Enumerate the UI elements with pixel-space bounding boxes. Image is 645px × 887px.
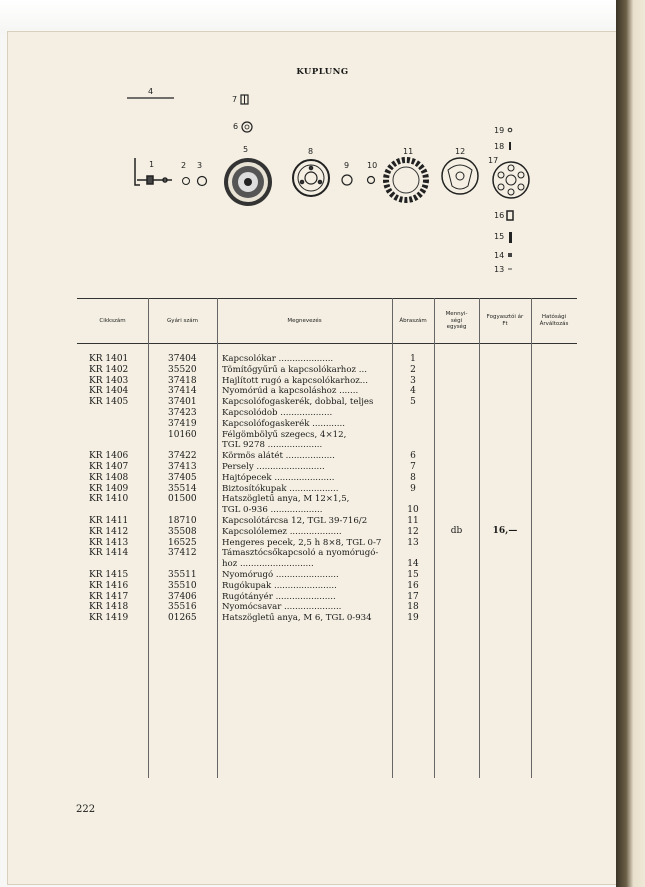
cell-abra: 16 — [407, 580, 419, 591]
cell-nev: Hengeres pecek, 2,5 h 8×8, TGL 0-7 — [222, 537, 382, 548]
label-17: 17 — [488, 156, 499, 165]
cell-nev: Nyomórugó ....................... — [222, 569, 339, 580]
label-6: 6 — [233, 122, 239, 131]
cell-nev: Biztosítókupak .................. — [222, 483, 339, 494]
label-10: 10 — [367, 161, 378, 170]
col-divider — [479, 298, 480, 778]
cell-gyari: 37418 — [168, 375, 197, 386]
col-divider — [434, 298, 435, 778]
unit-value: db — [450, 526, 463, 536]
cell-nev: Hatszögletű anya, M 12×1,5, — [222, 494, 350, 505]
cell-gyari: 35508 — [168, 526, 197, 537]
cell-cikk: KR 1419 — [89, 613, 129, 624]
cell-abra — [392, 548, 434, 559]
clutch-gear-shape — [224, 158, 272, 206]
header-megnevezes: Megnevezés — [287, 317, 322, 324]
cell-nev: Rugókupak ....................... — [222, 580, 337, 591]
cell-abra: 18 — [407, 602, 419, 613]
cell-nev: hoz ........................... — [222, 559, 314, 570]
cell-nev: Hatszögletű anya, M 6, TGL 0-934 — [222, 613, 372, 624]
cell-cikk: KR 1413 — [89, 537, 129, 548]
cell-cikk — [89, 440, 128, 451]
cell-abra — [392, 419, 434, 430]
label-7: 7 — [232, 95, 238, 104]
label-14: 14 — [494, 251, 505, 260]
cell-abra: 15 — [407, 569, 419, 580]
cell-abra: 14 — [407, 559, 419, 570]
cell-abra: 7 — [410, 461, 416, 472]
cell-nev: Kapcsolófogaskerék ............ — [222, 418, 345, 429]
cell-gyari — [168, 505, 197, 516]
cell-nev: Kapcsolólemez ................... — [222, 526, 342, 537]
cell-cikk: KR 1409 — [89, 483, 129, 494]
spring-cap-shape — [507, 211, 513, 220]
label-11: 11 — [403, 147, 414, 156]
label-2: 2 — [181, 161, 187, 170]
label-16: 16 — [494, 211, 505, 220]
cell-cikk: KR 1401 — [89, 354, 129, 364]
cell-cikk: KR 1405 — [89, 397, 129, 408]
price-value: 16,— — [492, 526, 518, 536]
cell-cikk: KR 1402 — [89, 364, 129, 375]
cell-nev: TGL 0-936 ................... — [222, 505, 323, 516]
cell-gyari: 37405 — [168, 472, 197, 483]
label-18: 18 — [494, 142, 505, 151]
cell-cikk — [89, 559, 128, 570]
cell-cikk: KR 1406 — [89, 451, 129, 462]
cell-abra: 19 — [407, 613, 419, 624]
spring-plate-shape — [493, 162, 529, 198]
cell-nev: Kapcsolófogaskerék, dobbal, teljes — [222, 397, 374, 408]
cell-gyari: 37422 — [168, 451, 197, 462]
cell-nev: Kapcsolódob ................... — [222, 407, 333, 418]
cell-gyari: 10160 — [168, 429, 197, 440]
cell-gyari: 01500 — [168, 494, 197, 505]
clutch-disc-shape — [386, 160, 426, 200]
label-8: 8 — [308, 147, 314, 156]
cell-cikk — [89, 430, 128, 441]
seal-ring-shape — [183, 178, 190, 185]
cell-cikk — [89, 505, 128, 516]
cell-cikk: KR 1411 — [89, 515, 129, 526]
pressure-screw-shape — [509, 142, 511, 150]
cell-nev: Kapcsolókar .................... — [222, 354, 334, 364]
cell-cikk: KR 1407 — [89, 461, 129, 472]
cell-abra: 17 — [407, 591, 419, 602]
header-hatosagi: Hatósági Árváltozás — [539, 314, 569, 327]
column-megnevezes — [222, 354, 381, 624]
label-9: 9 — [344, 161, 350, 170]
cell-gyari: 35510 — [168, 580, 197, 591]
cell-gyari: 37401 — [168, 397, 197, 408]
cell-abra: 1 — [410, 354, 416, 364]
cell-gyari: 16525 — [168, 537, 197, 548]
cell-nev: Hajtópecek ...................... — [222, 472, 335, 483]
cell-gyari: 37419 — [168, 418, 197, 429]
cell-nev: Nyomórúd a kapcsoláshoz ....... — [222, 386, 359, 397]
clutch-hub-shape — [293, 160, 329, 196]
page-number: 222 — [76, 804, 96, 815]
cell-abra — [392, 494, 434, 505]
column-cikkszam — [89, 354, 128, 624]
col-divider — [148, 298, 149, 778]
header-fogyasztoi-ar: Fogyasztói ár Ft — [486, 314, 524, 327]
cell-cikk: KR 1417 — [89, 591, 129, 602]
col-divider — [217, 298, 218, 778]
parts-diagram — [0, 0, 645, 300]
header-cikkszam: Cikkszám — [99, 317, 126, 324]
cell-gyari: 35516 — [168, 602, 197, 613]
label-13: 13 — [494, 265, 505, 274]
cell-abra: 13 — [407, 537, 419, 548]
col-divider — [531, 298, 532, 778]
support-sleeve-shape — [508, 253, 512, 257]
cell-abra: 2 — [410, 364, 416, 375]
header-gyari-szam: Gyári szám — [167, 317, 198, 324]
cell-cikk: KR 1415 — [89, 569, 129, 580]
label-4: 4 — [148, 87, 154, 96]
washer-shape — [242, 122, 252, 132]
cell-abra — [392, 430, 434, 441]
label-12: 12 — [455, 147, 466, 156]
cell-abra: 3 — [410, 375, 416, 386]
cell-cikk: KR 1410 — [89, 494, 129, 505]
label-5: 5 — [243, 145, 249, 154]
cell-nev: Persely ......................... — [222, 461, 325, 472]
cell-gyari: 37414 — [168, 386, 197, 397]
label-15: 15 — [494, 232, 505, 241]
cell-abra: 8 — [410, 472, 416, 483]
hex-nut-shape — [368, 177, 375, 184]
cell-cikk — [89, 419, 128, 430]
cell-nev: Hajlított rugó a kapcsolókarhoz... — [222, 375, 368, 386]
label-3: 3 — [197, 161, 203, 170]
clutch-plate-shape — [442, 158, 478, 194]
cell-nev: TGL 9278 .................... — [222, 440, 323, 451]
cell-abra — [392, 408, 434, 419]
cell-gyari — [168, 559, 197, 570]
cell-gyari: 37423 — [168, 407, 197, 418]
cell-gyari: 37404 — [168, 354, 197, 364]
cell-abra: 4 — [410, 386, 416, 397]
cell-gyari: 37406 — [168, 591, 197, 602]
label-1: 1 — [149, 160, 155, 169]
cell-abra: 11 — [407, 515, 419, 526]
cell-cikk: KR 1416 — [89, 580, 129, 591]
cell-abra: 10 — [407, 505, 419, 516]
pressure-screw-nut-shape — [508, 128, 512, 132]
cell-abra — [392, 440, 434, 451]
cell-gyari: 35520 — [168, 364, 197, 375]
cell-nev: Félgömbölyű szegecs, 4×12, — [222, 429, 347, 440]
cell-cikk: KR 1408 — [89, 472, 129, 483]
cell-gyari: 37412 — [168, 548, 197, 559]
cell-abra: 12 — [407, 526, 419, 537]
cell-cikk: KR 1404 — [89, 386, 129, 397]
cell-cikk — [89, 408, 128, 419]
cell-gyari — [168, 440, 197, 451]
pressure-spring-shape — [509, 232, 512, 243]
cell-cikk: KR 1418 — [89, 602, 129, 613]
cell-abra: 6 — [410, 451, 416, 462]
cell-nev: Rugótányér ...................... — [222, 591, 336, 602]
cell-gyari: 35514 — [168, 483, 197, 494]
cell-nev: Nyomócsavar ..................... — [222, 602, 342, 613]
cell-abra: 9 — [410, 483, 416, 494]
cell-nev: Körmös alátét .................. — [222, 451, 335, 462]
cell-cikk: KR 1414 — [89, 548, 129, 559]
cell-abra: 5 — [410, 397, 416, 408]
safety-cap-shape — [342, 175, 352, 185]
cell-nev: Kapcsolótárcsa 12, TGL 39-716/2 — [222, 515, 368, 526]
cell-cikk: KR 1412 — [89, 526, 129, 537]
table-top-rule — [77, 298, 577, 299]
label-19: 19 — [494, 126, 505, 135]
cell-nev: Támasztócsőkapcsoló a nyomórugó- — [222, 548, 379, 559]
cell-gyari: 01265 — [168, 613, 197, 624]
cell-gyari: 18710 — [168, 515, 197, 526]
cell-gyari: 37413 — [168, 461, 197, 472]
bent-spring-shape — [198, 177, 207, 186]
header-abraszam: Ábraszám — [399, 317, 427, 324]
cell-gyari: 35511 — [168, 569, 197, 580]
cell-cikk: KR 1403 — [89, 375, 129, 386]
column-abraszam — [392, 354, 434, 624]
header-mennyisegi-egyseg: Mennyi- ségi egység — [445, 310, 468, 331]
page-title: KUPLUNG — [296, 67, 349, 77]
column-gyari-szam — [168, 354, 197, 624]
cell-nev: Tömítőgyűrű a kapcsolókarhoz ... — [222, 364, 367, 375]
table-header-rule — [77, 343, 577, 344]
